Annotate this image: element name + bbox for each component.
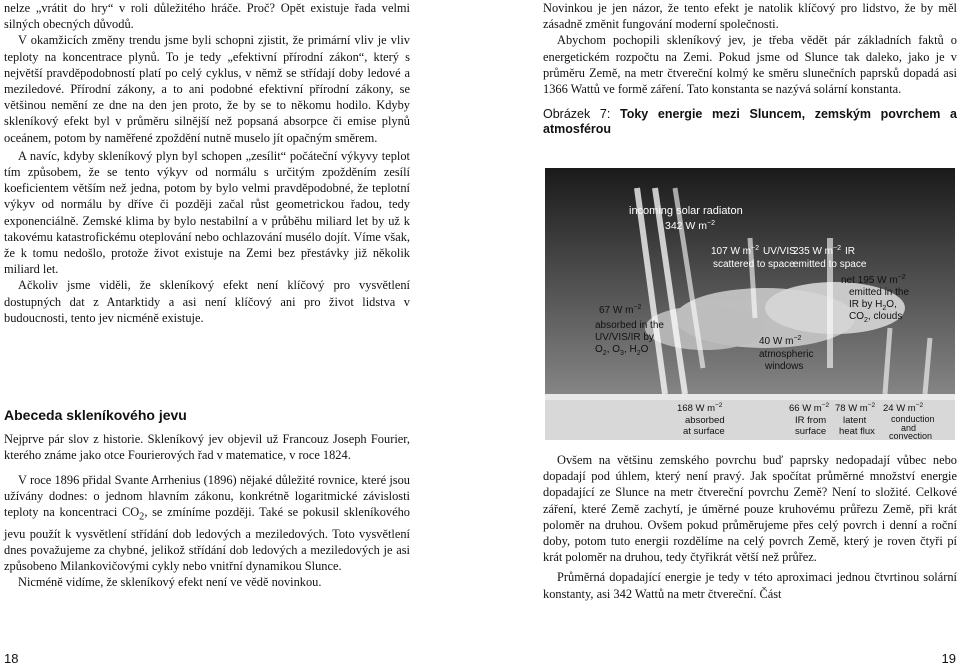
paragraph: Ačkoliv jsme viděli, že skleníkový efekt není klíčový pro vysvětlení dostupných dat z Antarktidy a asi není klíčový ani pro život lidstva v budoucnosti, tento jev nicméně existuje. <box>4 278 410 325</box>
paragraph: A navíc, kdyby skleníkový plyn byl schopen „zesílit“ počáteční výkyvy teplot tím způsobem, že se tento výkyv od normálu s určitým zpožděním zesílí koeficientem větším než jedna, potom by bylo velmi pravděpodobné, že teplotní výkyv od normálu by dříve či později začal růst geometrickou řadou, tedy exponenciálně. Zemské klima by bylo nestabilní a v průběhu miliard let by už k takovému katastrofickému oteplování nebo ochlazování musélo dojít. Víme však, že k tomu nedošlo, protože život existuje na Zemi bez přestávky již několik miliard let. <box>4 148 410 277</box>
caption-label: Obrázek 7: <box>543 107 611 122</box>
caption-text: Toky energie mezi Sluncem, zemským povrchem a atmosférou <box>543 107 958 137</box>
exponent: −2 <box>707 220 715 227</box>
text: O, <box>886 299 897 310</box>
absorbed-line1: absorbed in the <box>595 320 664 331</box>
subscript: 2 <box>882 305 887 312</box>
energy-flow-diagram <box>545 168 955 440</box>
bottom-conduction-line1: conduction <box>891 414 935 424</box>
text: , clouds <box>867 311 903 322</box>
text: O <box>640 344 649 355</box>
value-text: net 195 W m <box>841 275 898 286</box>
net-line2: emitted in the <box>849 287 910 298</box>
paragraph: Nicméně vidíme, že skleníkový efekt není ve vědě novinkou. <box>18 575 322 590</box>
subscript: 2 <box>139 511 145 523</box>
exponent: −2 <box>715 402 723 409</box>
exponent: −2 <box>751 245 759 252</box>
page-number-right: 19 <box>941 651 956 666</box>
section-abeceda <box>4 407 410 591</box>
paragraph: V okamžicích změny trendu jsme byli schopni zjistit, že primární vliv je vliv teploty na koncentrace plynů. To je tedy „efektivní přírodní zákon“, který s největší pravděpodobností platí po celý cyklus, v němž se střídají doby ledové a meziledové. Přírodní zákony, a to ani podobné efektivní přírodní zákony, se většinou nemění ze dne na den jen proto, že by se to někomu hodilo. Kdyby skleníkový efekt byl v průměru silnější než popsaná absorpce či emise plynů oceánem, potom by naměřené zpoždění nutně muselo jít opačným směrem. <box>4 33 410 145</box>
windows-line2: windows <box>765 361 804 372</box>
incoming-title-label: incoming solar radiaton <box>629 205 743 217</box>
right-column-bottom <box>543 452 957 602</box>
paragraph-text: V roce 1896 přidal Svante Arrhenius (1896) nějaké důležité rovnice, které jsou užívány dodnes: o jednom hlavním zákonu, konkrétně logaritmické závislosti teploty na koncentraci CO <box>4 472 410 520</box>
text: , O <box>606 344 621 355</box>
bottom-latent-line2: heat flux <box>839 426 875 437</box>
bottom-absorbed-line1: absorbed <box>685 415 725 426</box>
page-number-left: 18 <box>4 651 19 666</box>
text: IR by H <box>849 299 883 310</box>
value-text: 107 W m <box>711 246 752 257</box>
bottom-ir-line2: surface <box>795 426 827 437</box>
bottom-ir-line1: IR from <box>795 415 827 426</box>
exponent: −2 <box>793 335 802 342</box>
subscript: 2 <box>864 317 868 324</box>
bottom-absorbed-line2: at surface <box>683 426 725 437</box>
bottom-latent-line1: latent <box>843 415 867 426</box>
subscript: 2 <box>636 350 641 357</box>
energy-flow-figure <box>545 168 955 440</box>
value-text: 40 W m <box>759 336 794 347</box>
ir-line1: IR <box>845 246 855 257</box>
subscript: 2 <box>602 350 607 357</box>
net-label <box>841 274 906 286</box>
surface-line <box>545 394 955 400</box>
paragraph: Nejprve pár slov z historie. Skleníkový jev objevil už Francouz Joseph Fourier, kterého známe jako otce Fourierových řad v matematice, v roce 1824. <box>4 432 410 463</box>
value-text: 66 W m <box>789 403 822 414</box>
exponent: −2 <box>833 245 841 252</box>
section-heading: Abeceda skleníkového jevu <box>4 407 187 423</box>
paragraph-text: , se zmíníme později. Také se pokusil skleníkového jevu použít k vysvětlení střídání dob ledových a meziledových. Toto vysvětlení dnes považujeme za chybné, jelikož střídání dob ledových a meziledových je asi způsobeno Milankovičovými cykly nebo vnitřní dynamikou Slunce. <box>4 505 410 574</box>
windows-line1: atmospheric <box>759 349 814 360</box>
paragraph: Průměrná dopadající energie je tedy v této aproximaci jednou čtvrtinou solární konstanty, asi 342 Wattů na metr čtvereční. Část <box>543 570 957 601</box>
exponent: −2 <box>633 304 642 311</box>
uv-line2: scattered to space <box>713 259 795 270</box>
exponent: −2 <box>867 402 876 409</box>
uv-line1: UV/VIS <box>763 246 796 257</box>
value-text: 67 W m <box>599 305 634 316</box>
text: CO <box>849 311 864 322</box>
value-text: 24 W m <box>883 403 916 414</box>
ir-line2: emitted to space <box>793 259 867 270</box>
figure-caption <box>543 107 957 137</box>
value-text: 78 W m <box>835 403 868 414</box>
ir-label <box>793 245 855 257</box>
exponent: −2 <box>821 402 830 409</box>
paragraph: Novinkou je jen názor, že tento efekt je natolik klíčový pro lidstvo, že by měl zásadně změnit fungování moderní společnosti. <box>543 1 957 32</box>
text: , H <box>623 344 637 355</box>
value-text: 168 W m <box>677 403 716 414</box>
exponent: −2 <box>915 402 924 409</box>
subscript: 3 <box>620 350 624 357</box>
absorbed-line2: UV/VIS/IR by <box>595 332 654 343</box>
paragraph <box>4 472 410 575</box>
left-column <box>4 0 410 326</box>
paragraph: Ovšem na většinu zemského povrchu buď paprsky nedopadají vůbec nebo dopadají pod úhlem, který není pravý. Jak spočítat průměrné množství energie dopadající ze Slunce na metr čtvereční povrchu Země? Není to složité. Celkové záření, které Země zachytí, je úměrné pouze kruhovému průřezu Země, při krát poloměr na druhou. Ovšem pokud průměrujeme přes celý povrch i denní a roční doby, potom tuto energii rozdělíme na celý povrch Země, který je roven čtyři pí krát poloměr na druhou, tedy čtyřikrát větší než průřez. <box>543 453 957 565</box>
paragraph: Abychom pochopili skleníkový jev, je třeba vědět pár základních faktů o energetickém rozpočtu na Zemi. Pokud jsme od Slunce tak daleko, jako je v průměru Země, na metr čtvereční kolmý ke směru slunečních paprsků dopadá asi 1366 Wattů ve formě záření. Tato konstanta se nazývá solární konstanta. <box>543 33 957 97</box>
bottom-conduction-line3: convection <box>889 431 933 440</box>
value-text: 342 W m <box>665 220 708 232</box>
paragraph: nelze „vrátit do hry“ v roli důležitého hráče. Proč? Opět existuje řada velmi silných obecných důvodů. <box>4 1 410 32</box>
bottom-conduction-line2: and <box>901 423 917 433</box>
value-text: 235 W m <box>793 246 834 257</box>
right-column <box>543 0 957 137</box>
text: O <box>595 344 603 355</box>
exponent: −2 <box>897 274 906 281</box>
